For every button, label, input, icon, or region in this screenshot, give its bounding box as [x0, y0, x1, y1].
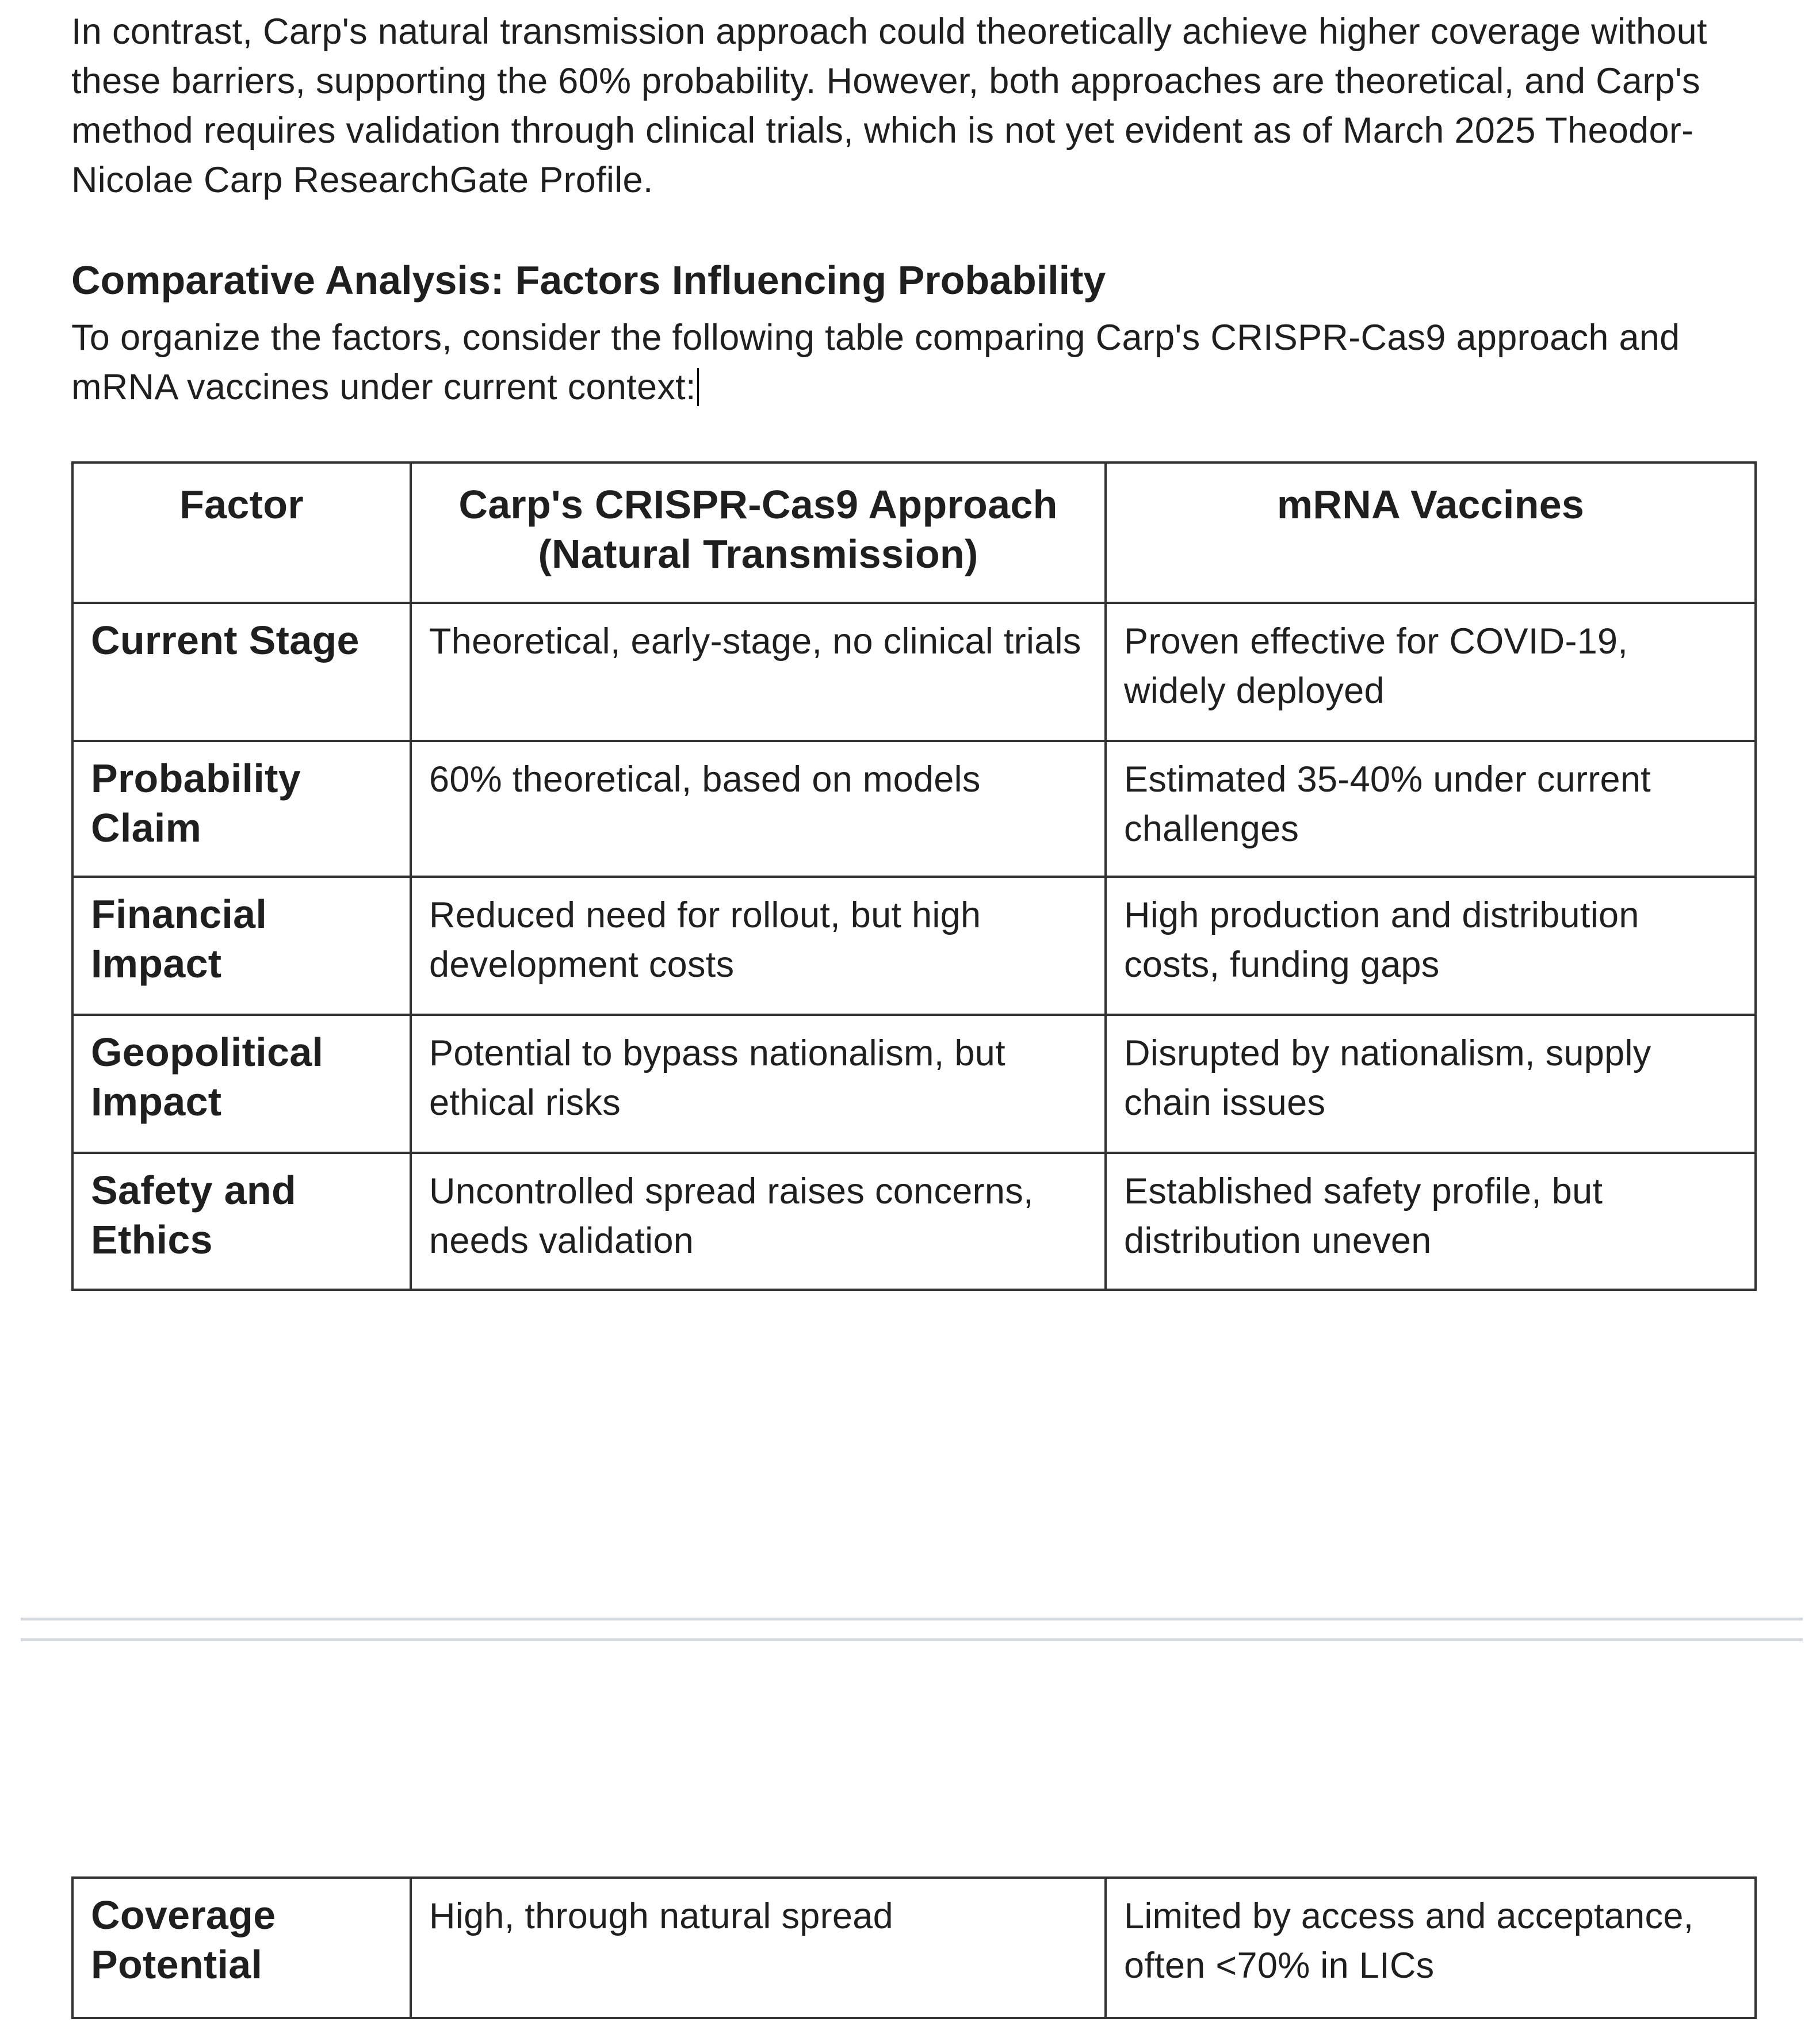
row-carp-cell[interactable]: Potential to bypass nationalism, but ethical risks	[411, 1015, 1106, 1153]
row-mrna-cell[interactable]: Limited by access and acceptance, often <70% in LICs	[1106, 1878, 1756, 2018]
row-mrna-cell[interactable]: Disrupted by nationalism, supply chain issues	[1106, 1015, 1756, 1153]
page-break-line	[21, 1618, 1803, 1620]
header-factor[interactable]: Factor	[72, 463, 411, 603]
row-factor-cell[interactable]: Financial Impact	[72, 877, 411, 1015]
row-factor-cell[interactable]: Current Stage	[72, 603, 411, 741]
table-row	[72, 877, 1756, 1015]
header-mrna-vaccines[interactable]: mRNA Vaccines	[1106, 463, 1756, 603]
table-row	[72, 1878, 1756, 2018]
table-row	[72, 741, 1756, 877]
table-row	[72, 603, 1756, 741]
table-row	[72, 1153, 1756, 1290]
intro-paragraph: In contrast, Carp's natural transmission approach could theoretically achieve higher coverage without these barriers, supporting the 60% probability. However, both approaches are theoretical, and Carp's method requires validation through clinical trials, which is not yet evident as of March 2025 Theodor-Nicolae Carp ResearchGate Profile.	[71, 12, 1707, 200]
comparison-table	[71, 461, 1757, 1291]
row-carp-cell[interactable]: Theoretical, early-stage, no clinical trials	[411, 603, 1106, 741]
row-carp-cell[interactable]: High, through natural spread	[411, 1878, 1106, 2018]
row-factor-cell[interactable]: Geopolitical Impact	[72, 1015, 411, 1153]
row-factor-cell[interactable]: Coverage Potential	[72, 1878, 411, 2018]
table-row	[72, 1015, 1756, 1153]
section-intro-line	[71, 313, 1774, 412]
row-carp-cell[interactable]: 60% theoretical, based on models	[411, 741, 1106, 877]
row-mrna-cell[interactable]: Estimated 35-40% under current challenges	[1106, 741, 1756, 877]
page-break-line	[21, 1638, 1803, 1641]
section-intro-block	[71, 313, 1774, 412]
row-carp-cell[interactable]: Uncontrolled spread raises concerns, needs validation	[411, 1153, 1106, 1290]
row-mrna-cell[interactable]: Proven effective for COVID-19, widely deployed	[1106, 603, 1756, 741]
text-cursor[interactable]	[697, 368, 699, 406]
table-header-row	[72, 463, 1756, 603]
comparison-table-continued	[71, 1876, 1757, 2019]
section-heading: Comparative Analysis: Factors Influencing Probability	[71, 258, 1106, 303]
section-intro-text: To organize the factors, consider the following table comparing Carp's CRISPR-Cas9 approach and mRNA vaccines under current context:	[71, 318, 1680, 407]
header-carp-approach[interactable]: Carp's CRISPR-Cas9 Approach (Natural Transmission)	[411, 463, 1106, 603]
row-factor-cell[interactable]: Probability Claim	[72, 741, 411, 877]
row-mrna-cell[interactable]: High production and distribution costs, funding gaps	[1106, 877, 1756, 1015]
row-carp-cell[interactable]: Reduced need for rollout, but high development costs	[411, 877, 1106, 1015]
intro-paragraph-block	[71, 7, 1774, 205]
row-factor-cell[interactable]: Safety and Ethics	[72, 1153, 411, 1290]
row-mrna-cell[interactable]: Established safety profile, but distribution uneven	[1106, 1153, 1756, 1290]
